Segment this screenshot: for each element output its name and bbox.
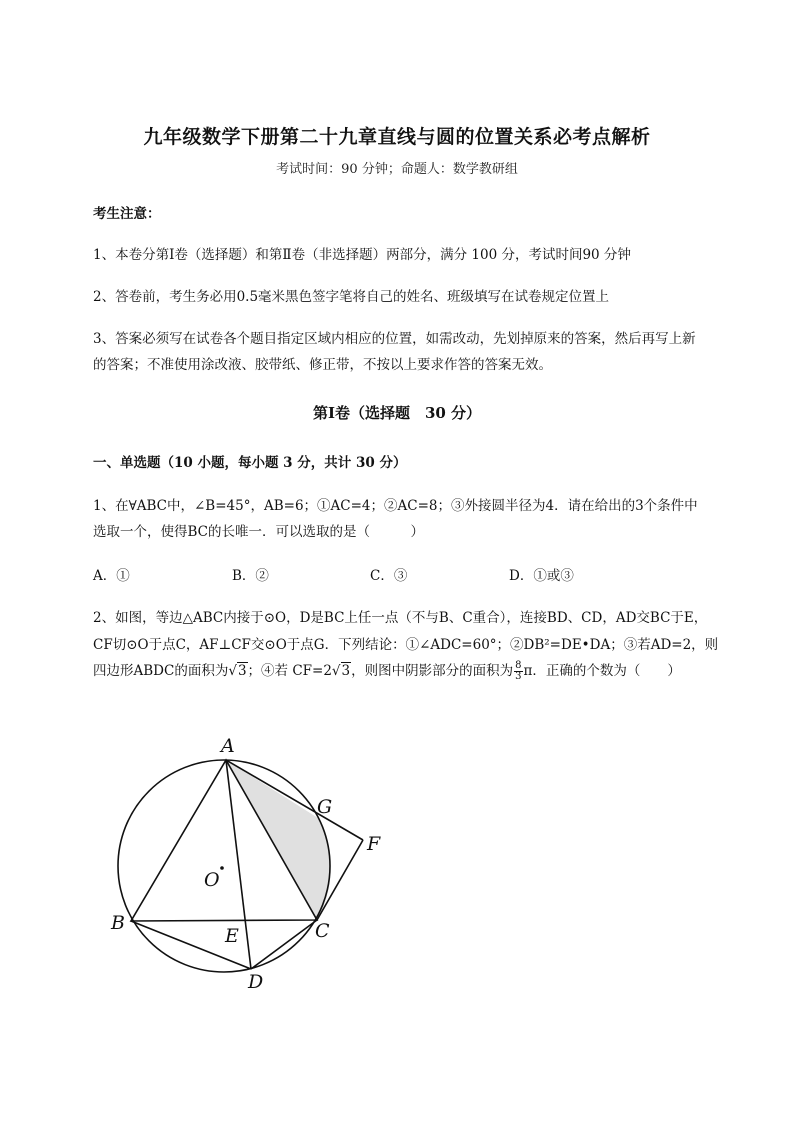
q2-text-d: π．正确的个数为（ ） — [523, 663, 681, 679]
fraction-denominator: 3 — [515, 671, 522, 682]
q2-text-c: ，则图中阴影部分的面积为 — [351, 663, 514, 679]
geometry-figure — [100, 725, 400, 995]
question-2-line-3 — [93, 659, 681, 682]
sqrt-sign: √ — [228, 663, 237, 679]
label-f: F — [367, 833, 381, 855]
question-1-option-c: C．③ — [370, 568, 408, 584]
fraction — [514, 661, 522, 682]
q2-text-b: ；④若 CF=2 — [247, 663, 332, 679]
question-1-line-2: 选取一个，使得BC的长唯一．可以选取的是（ ） — [93, 524, 424, 540]
sqrt-radicand-2: 3 — [341, 663, 351, 679]
question-1-option-a: A．① — [93, 568, 130, 584]
document-subtitle: 考试时间：90 分钟；命题人：数学教研组 — [276, 162, 518, 177]
section-title: 第Ⅰ卷（选择题 30 分） — [312, 404, 482, 422]
label-d: D — [248, 971, 264, 993]
notice-item-3-cont: 的答案；不准使用涂改液、胶带纸、修正带，不按以上要求作答的答案无效。 — [93, 357, 552, 373]
center-point-o — [220, 866, 224, 870]
label-b: B — [111, 912, 125, 934]
label-a: A — [221, 735, 235, 757]
part-title: 一、单选题（10 小题，每小题 3 分，共计 30 分） — [93, 455, 407, 471]
label-c: C — [315, 920, 330, 942]
label-e: E — [225, 925, 239, 947]
question-2-line-2: CF切⊙O于点C，AF⊥CF交⊙O于点G．下列结论：①∠ADC=60°；②DB²=DE•DA；③若AD=2，则 — [93, 637, 719, 653]
sqrt-sign-2: √ — [331, 663, 341, 679]
label-g: G — [317, 796, 333, 818]
question-2-line-1: 2、如图，等边△ABC内接于⊙O，D是BC上任一点（不与B、C重合），连接BD、CD，AD交BC于E， — [93, 610, 708, 626]
notice-item-2: 2、答卷前，考生务必用0.5毫米黑色签字笔将自己的姓名、班级填写在试卷规定位置上 — [93, 289, 610, 305]
sqrt-radicand: 3 — [237, 663, 247, 679]
q2-text-a: 四边形ABDC的面积为 — [93, 663, 229, 679]
notice-heading: 考生注意： — [93, 206, 161, 222]
question-1-option-d: D．①或③ — [509, 568, 574, 584]
notice-item-3: 3、答案必须写在试卷各个题目指定区域内相应的位置，如需改动，先划掉原来的答案，然后再写上新 — [93, 331, 696, 347]
question-1-option-b: B．② — [232, 568, 269, 584]
segment-cd — [251, 920, 317, 969]
label-o: O — [204, 869, 220, 891]
question-1-line-1: 1、在∀ABC中，∠B=45°，AB=6；①AC=4；②AC=8；③外接圆半径为4．请在给出的3个条件中 — [93, 498, 698, 514]
notice-item-1: 1、本卷分第Ⅰ卷（选择题）和第Ⅱ卷（非选择题）两部分，满分 100 分，考试时间90 分钟 — [93, 247, 631, 263]
document-title: 九年级数学下册第二十九章直线与圆的位置关系必考点解析 — [143, 126, 651, 148]
fraction-numerator: 8 — [515, 660, 522, 671]
